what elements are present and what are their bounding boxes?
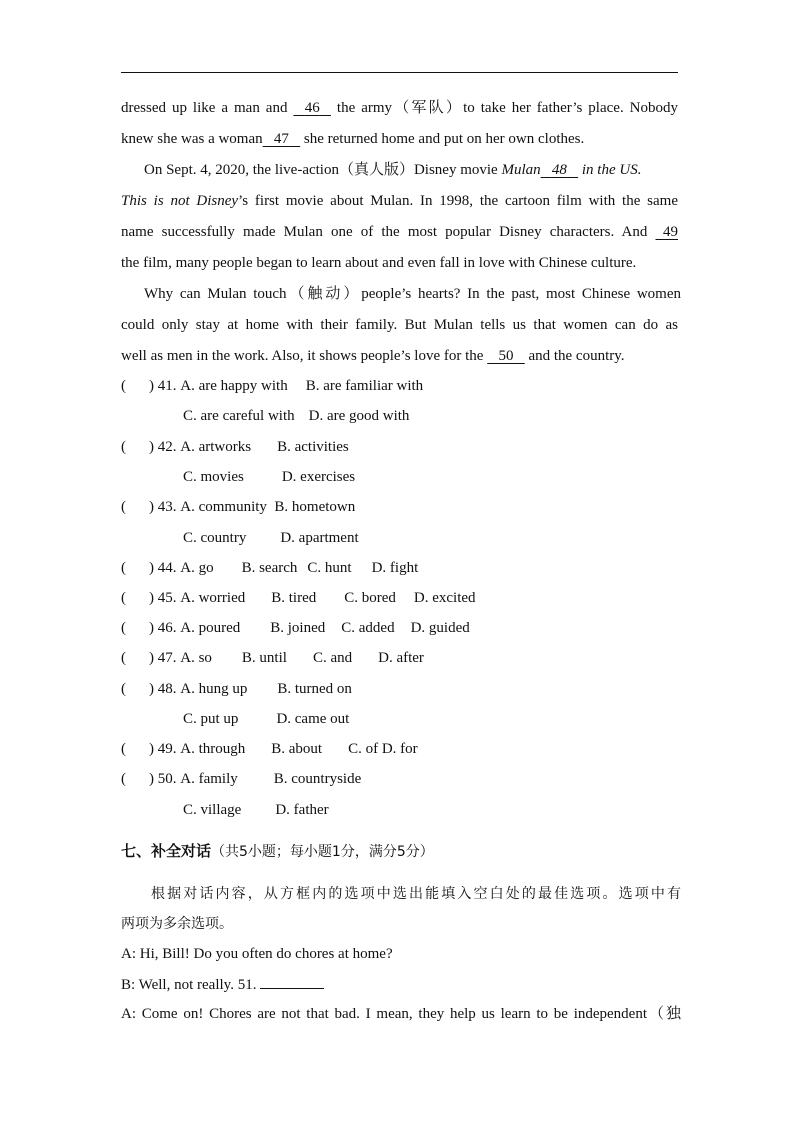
answer-paren[interactable]: (: [121, 439, 126, 455]
instruction-line-1: 根据对话内容，从方框内的选项中选出能填入空白处的最佳选项。选项中有: [151, 886, 681, 902]
passage-line-9: well as men in the work. Also, it shows people’s love for the 50 and the country.: [121, 348, 625, 364]
blank-46: 46: [304, 100, 320, 116]
question-42: ( ) 42. A. artworks B. activities: [121, 439, 349, 455]
answer-paren[interactable]: (: [121, 771, 126, 787]
passage-line-5: name successfully made Mulan one of the most popular Disney characters. And 49: [121, 224, 679, 240]
answer-paren[interactable]: (: [121, 620, 126, 636]
answer-paren[interactable]: (: [121, 590, 126, 606]
instruction-line-2: 两项为多余选项。: [121, 916, 233, 932]
passage-line-1: dressed up like a man and 46 the army（军队）to take her father’s place. Nobody: [121, 100, 679, 116]
question-49: ( ) 49. A. through B. about C. of D. for: [121, 741, 418, 757]
answer-paren[interactable]: (: [121, 741, 126, 757]
dialogue-line-3: A: Come on! Chores are not that bad. I mean, they help us learn to be independent（独: [121, 1006, 681, 1022]
blank-49: 49: [663, 224, 679, 240]
blank-47: 47: [273, 131, 289, 147]
passage-line-3: On Sept. 4, 2020, the live-action（真人版）Disney movie Mulan 48 in the US.: [144, 162, 642, 178]
question-47: ( ) 47. A. so B. until C. and D. after: [121, 650, 424, 666]
passage-line-4: This is not Disney’s first movie about Mulan. In 1998, the cartoon film with the same: [121, 193, 678, 209]
dialogue-line-1: A: Hi, Bill! Do you often do chores at home?: [121, 946, 393, 962]
section-title: 七、补全对话: [121, 842, 212, 860]
question-48: ( ) 48. A. hung up B. turned on: [121, 681, 352, 697]
section-heading: [121, 840, 434, 863]
passage-line-6: the film, many people began to learn about and even fall in love with Chinese culture.: [121, 255, 637, 271]
answer-blank-51[interactable]: [260, 974, 324, 989]
answer-paren[interactable]: (: [121, 560, 126, 576]
dialogue-line-2: B: Well, not really. 51.: [121, 974, 681, 995]
section-note: （共5小题；每小题1分，满分5分）: [211, 844, 434, 860]
answer-paren[interactable]: (: [121, 499, 126, 515]
question-41: ( ) 41. A. are happy with B. are familiar with: [121, 378, 424, 394]
passage-line-2: knew she was a woman 47 she returned home and put on her own clothes.: [121, 131, 585, 147]
question-50-options-cd: C. village D. father: [183, 802, 329, 818]
passage-line-7: Why can Mulan touch（触动）people’s hearts? In the past, most Chinese women: [144, 286, 681, 302]
answer-paren[interactable]: (: [121, 681, 126, 697]
blank-48: 48: [551, 162, 567, 178]
top-rule: [121, 72, 678, 73]
question-50: ( ) 50. A. family B. countryside: [121, 771, 362, 787]
answer-paren[interactable]: (: [121, 650, 126, 666]
blank-50: 50: [498, 348, 514, 364]
passage-line-8: could only stay at home with their family. But Mulan tells us that women can do as: [121, 317, 678, 333]
question-43-options-cd: C. country D. apartment: [183, 530, 359, 546]
question-42-options-cd: C. movies D. exercises: [183, 469, 356, 485]
question-44: ( ) 44. A. go B. search C. hunt D. fight: [121, 560, 419, 576]
question-45: ( ) 45. A. worried B. tired C. bored D. excited: [121, 590, 476, 606]
question-41-options-cd: C. are careful with D. are good with: [183, 408, 410, 424]
question-48-options-cd: C. put up D. came out: [183, 711, 350, 727]
question-43: ( ) 43. A. community B. hometown: [121, 499, 356, 515]
answer-paren[interactable]: (: [121, 378, 126, 394]
question-46: ( ) 46. A. poured B. joined C. added D. guided: [121, 620, 470, 636]
